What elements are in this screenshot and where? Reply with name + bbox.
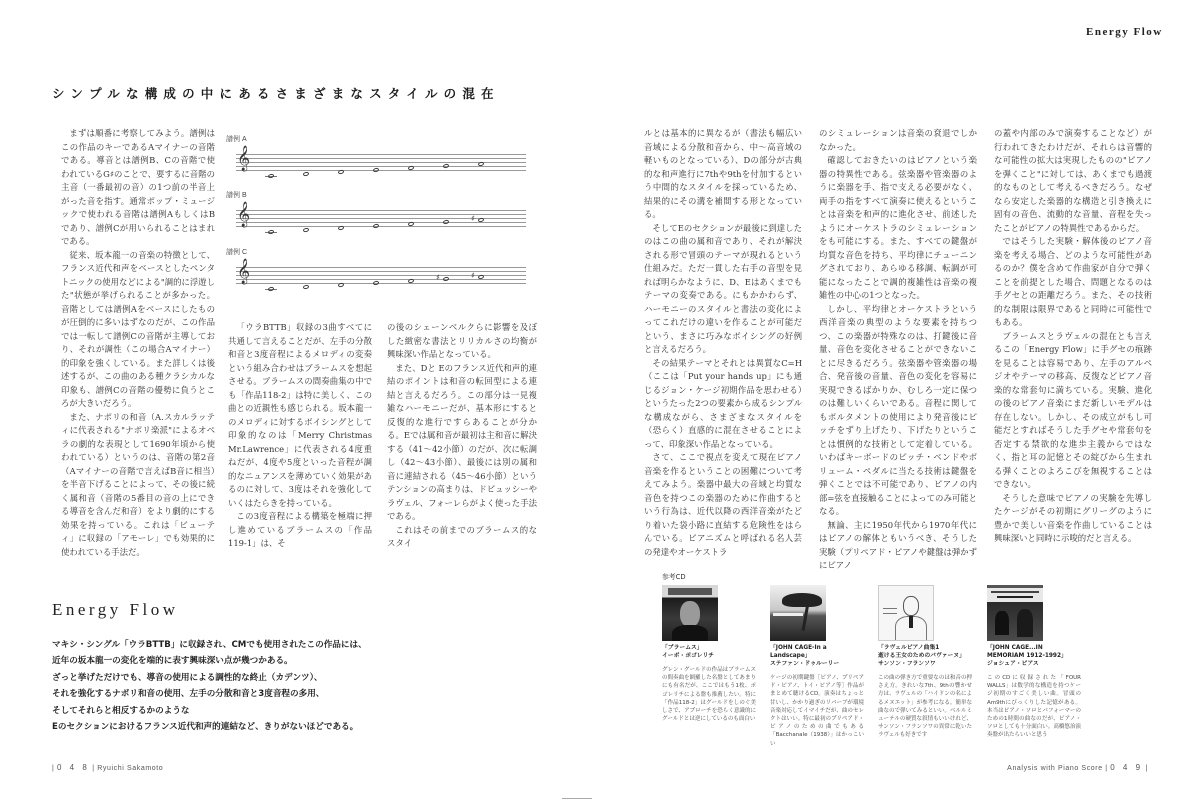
treble-clef-icon: 𝄞 [237,259,251,284]
cd-title: 「ブラームス」 イーボ・ポゴレリチ [662,645,715,659]
note-d [373,167,380,172]
note-f [443,219,450,224]
paragraph: まずは順番に考察してみよう。譜例はこの作品のキーであるAマイナーの音階である。導音とは譜例B、Cの音階で使われているG♯のことで、要するに音階の主音（一番最初の音）の1つ前の半音上がった音を指す。通常ポップ・ミュージックで使われる音階は譜例AもしくはBであり、譜例Cが用いられることはまれである。 [61,128,215,246]
note-f [443,163,450,168]
paragraph: また、Dと Eのフランス近代和声的連結のポイントは和音の転回型による連結と言えるだろう。この部分は一見複雑なハーモニーだが、基本形にすると反復的な進行ですらあることが分かる。Eでは属和音が最初は主和音に解決する（41〜42小節）のだが、次に転調し（42〜43小節）、最後には別の属和音に連結される（45〜46小節）というテンションの高まりは、ドビュッシーやラヴェル、フォーレらがよく使った手法である。 [387,362,537,521]
note-b [303,284,310,289]
lead-line: ざっと挙げただけでも、導音の使用による調性的な終止（カデンツ）、 [52,672,323,683]
score-label: 譜例 B [226,192,247,199]
body-column-2 [228,321,372,551]
paragraph: の後のシェーンベルクらに影響を及ぼした緻密な書法とリリカルさの均衡が興味深い作品となっている。 [387,322,537,359]
folio-title: Analysis with Piano Score [1007,765,1103,772]
note-a [268,286,275,291]
lead-line: マキシ・シングル「ウラBTTB」に収録され、CMでも使用されたこの作品には、 [52,640,367,650]
running-header: Energy Flow [1086,26,1163,38]
paragraph: ブラームスとラヴェルの混在とも言えるこの「Energy Flow」に手グセの痕跡を見ることは容易であり、左手のアルペジオやテーマの移高、反復などピアノ音楽的な常套句に満ちている。実験、進化の後のピアノ音楽にまだ新しいモデルは存在しない。しかし、その成立がもし可能だとすればそうした手グセや常套句を否定する禁欲的な進歩主義からではなく、指と耳の記憶とその綻びから生まれる弾くことのよろこびを無視することはできない。 [994,330,1152,489]
sharp-icon: ♯ [436,273,440,282]
folio-left: | 0 4 8 | Ryuichi Sakamoto [52,763,164,772]
reference-cd-label: 参考CD [662,573,686,581]
cd-cover-image [662,585,718,641]
cd-description: ケージの初期鍵盤［ピアノ、プリペアド・ピアノ、トイ・ピアノ等］作品がまとめて聴けるCD。演奏はちょっと甘いし、かかり過ぎのリバーブが環境音楽対応してイマイチだが、曲のセレクトはいい。特に最初のプリペアド・ピアノのための曲でもある「Bacchanale（1938）」はかっこいい [770,675,864,747]
cd-cover-image [878,585,934,641]
cd-description: このCDに収録された「FOUR WALLS」は数学的な構造を持つケージ初期のすごく美しい曲。冒頭のAm9thにびっくりした記憶がある。本当はピアノ・ソロとパフォーマーのための1時間の曲なのだが、ピアノ・ソロとしても十分面白い。高橋悠治演奏盤が出たらいいと思う [987,675,1081,739]
body-column-4 [644,127,802,559]
lead-line: 近年の坂本龍一の変化を端的に表す興味深い点が幾つかある。 [52,656,293,667]
treble-clef-icon: 𝄞 [237,202,251,227]
gutter-divider [562,798,592,799]
paragraph: その結果テーマとそれとは異質なC=H（ここは「Put your hands up」にも通じるジョン・ケージ初期作品を思わせる）というたった2つの要素から成るシンプルな構成ながら、さまざまなスタイルを（恐らく）直感的に混在させることによって、印象深い作品となっている。 [644,357,802,449]
cd-description: グレン・グールドの作品はブラームスの間奏曲を網羅した名盤としてあまりにも有名だが、ここではもう1枚、ポゴレリチによる盤も推薦したい。特に「作品118-2」はグールドをしのぐ美しさで、アプローチを恐らく意識的にグールドとは逆にしているのも面白い [662,667,756,723]
folio-right: Analysis with Piano Score | 0 4 9 | [1007,763,1148,772]
sharp-icon: ♯ [471,271,475,280]
paragraph: これはその前までのブラームス的なスタイ [387,524,537,548]
paragraph: 従来、坂本龍一の音楽の特徴として、フランス近代和声をベースとしたペンタトニックの使用などによる"調的に浮遊した"状態が挙げられることが多かった。音階としては譜例Aをベースにしたものが圧倒的に多いはずなのだが、この作品では一転して譜例Cの音階が主導しており、それが調性（この場合Aマイナー）的印象を強くしている。また詳しくは後述するが、この曲のある種クラシカルな印象も、譜例Cの音階の優勢に負うところが大きいだろう。 [61,249,215,408]
page-number: 0 4 9 [1110,763,1144,772]
paragraph: ルとは基本的に異なるが（書法も幅広い音域による分散和音から、中〜高音域の軽いものとなっている）、Dの部分が古典的な和声進行に7thや9thを付加するという中間的なスタイルを採っているため、結果的にその溝を補間する形となっている。 [644,128,802,219]
cd-cover-image [987,585,1043,641]
paragraph: ではそうした実験・解体後のピアノ音楽を考える場合、どのような可能性があるのか？僕を含めて作曲家が自分で弾くことを前提とした場合、問題となるのは手グセとの距離だろう。また、その技術的な制限は限界であると同時に可能性でもある。 [994,236,1152,327]
cd-cover-image [770,585,826,641]
note-c [338,225,345,230]
paragraph: また、ナポリの和音（A.スカルラッティに代表される"ナポリ楽派"によるオペラの劇的な表現として1690年頃から使われている）というのは、音階の第2音（Aマイナーの音階で言えばB音に相当）を半音下げることによって、その後に続く属和音（音階の5番目の音の上にできる導音を含んだ和音）をより劇的にする効果を持っている。これは「ビューティ」に収録の「アモーレ」でも効果的に使われている手法だ。 [61,411,215,557]
lead-line: それを強化するナポリ和音の使用、左手の分散和音と3度音程の多用、 [52,689,325,700]
treble-clef-icon: 𝄞 [237,146,251,171]
staff [236,146,526,171]
page-number: 0 4 8 [56,763,90,772]
energy-flow-title: Energy Flow [52,600,179,619]
staff [236,259,526,284]
paragraph: 「ウラBTTB」収録の3曲すべてに共通して言えることだが、左手の分散和音と3度音程によるメロディの変奏という組み合わせはブラームスを想起させる。ブラームスの間奏曲集の中でも「作品118-2」は特に美しく、この曲との近親性も感じられる。坂本龍一のメロディに対するボイシングとして印象的なのは「Merry Christmas Mr.Lawrence」に代表される4度重ねだが、4度や5度といった音程が調的なニュアンスを薄めていく効果があるのに対して、3度はそれを強化していくはたらきを持っている。 [228,322,372,508]
paragraph: さて、ここで視点を変えて現在ピアノ音楽を作るということの困難について考えてみよう。楽器中最大の音域と均質な音色を持つこの楽器のために作曲するという行為は、近代以降の西洋音楽がたどり着いた袋小路に直結する危険性をはらんでいる。ピアニズムと呼ばれる名人芸の発達やオーケストラ [644,452,802,557]
paragraph: の蓋や内部のみで演奏することなど）が行われてきたわけだが、それらは音響的な可能性の拡大は実現したものの"ピアノを弾くこと"に対しては、あくまでも過渡的なものとして考えるべきだろう。なぜなら安定した楽器的な構造と引き換えに固有の音色、流動的な音量、音程を失ったことがピアノの特異性であるからだ。 [994,128,1152,233]
sharp-icon: ♯ [471,214,475,223]
lead-line: Eのセクションにおけるフランス近代和声的連結など、きりがないほどである。 [52,722,359,733]
note-d [373,280,380,285]
cd-item-cage-memoriam [987,585,1081,740]
score-label: 譜例 C [226,249,247,256]
lead-line: そしてそれらと相反するかのような [52,705,190,716]
note-a [268,173,275,178]
cd-item-cage-landscape [770,585,864,748]
note-d [373,223,380,228]
note-b [303,171,310,176]
cd-item-ravel [878,585,972,740]
body-column-3 [387,321,537,551]
staff [236,202,526,227]
paragraph: しかし、平均律とオーケストラという西洋音楽の典型のような要素を持ちつつ、この楽器が特殊なのは、打鍵後に音量、音色を変化させることができないことに尽きるだろう。弦楽器や管楽器の場合、発音後の音量、音色の変化を容易に実現できるばかりか、むしろ一定に保つのは難しいくらいである。音程に関してもポルタメントの使用により発音後にピッチをずり上げたり、下げたりということは慣例的な技術として定着している。いわばキーボードのピッチ・ベンドやボリューム・ペダルに当たる技術は鍵盤を弾くことでは不可能であり、ピアノの内部=弦を直接触ることによってのみ可能となる。 [819,303,977,516]
cd-item-brahms [662,585,756,723]
cd-title: 「JOHN CAGE...IN MEMORIAM 1912-1992」 ジョシュア・ピアス [987,645,1067,667]
body-column-6 [994,127,1152,546]
score-label: 譜例 A [226,136,247,143]
score-example-a [226,134,526,184]
cd-description: この曲の弾き方で重要なのは和音の押さえ方。きれいな7th、9thの響かせ方は、ラヴェルの「ハイドンの名によるメヌエット」が参考になる。簡単な曲なので弾いてみるといい。ベルルミューテルの硬質な叙情もいいけれど、サンソン・フランソワの異常に乾いたラヴェルも好きです [878,675,972,739]
cd-title: 「JOHN CAGE-In a Landscape」 ステファン・ドゥルーリー [770,645,840,667]
note-a [268,229,275,234]
note-b [303,227,310,232]
score-example-c [226,247,526,297]
paragraph: そうした意味でピアノの実験を先導したケージがその初期にグリーグのように豊かで美しい音楽を作曲していることは興味深いと同時に示唆的だと言える。 [994,492,1152,543]
body-column-1 [61,127,215,559]
body-column-5 [819,127,977,573]
note-f-sharp [443,276,450,281]
score-example-b [226,190,526,240]
paragraph: この3度音程による構築を極端に押し進めているブラームスの「作品119-1」は、そ [228,511,372,548]
note-c [338,282,345,287]
paragraph: 確認しておきたいのはピアノという楽器の特異性である。弦楽器や管楽器のように楽器を手、指で支える必要がなく、両手の指をすべて演奏に使えるということは音楽を和声的に進化させ、前述したようにオーケストラのシミュレーションをも可能にする。また、すべての鍵盤が均質な音色を持ち、平均律にチューニングされており、あらゆる移調、転調が可能になったことで調的複雑性は音楽の複雑性の中心の1つとなった。 [819,155,977,300]
section-heading: シンプルな構成の中にあるさまざまなスタイルの混在 [52,86,500,101]
note-c [338,169,345,174]
folio-author: Ryuichi Sakamoto [97,765,164,772]
paragraph: のシミュレーションは音楽の袞退でしかなかった。 [819,128,977,152]
paragraph: 無論、主に1950年代から1970年代にはピアノの解体ともいうべき、そうした実験（プリペアド・ピアノや鍵盤は弾かずにピアノ [819,519,977,570]
cd-title: 「ラヴェルピアノ曲集1 逝ける王女のためのパヴァーヌ」 サンソン・フランソワ [878,645,965,667]
paragraph: そしてEのセクションが最後に到達したのはこの曲の属和音であり、それが解決される形で冒頭のテーマが現れるという仕組みだ。ただ一貫した右手の音型を見れば明らかなように、D、Eはあくまでもテーマの変奏である。にもかかわらず、ハーモニーのスタイルと書法の変化によってこれだけの違いを作ることが可能だという、まさに巧みなボイシングの好例と言えるだろう。 [644,222,802,354]
energy-flow-lead [52,637,372,735]
